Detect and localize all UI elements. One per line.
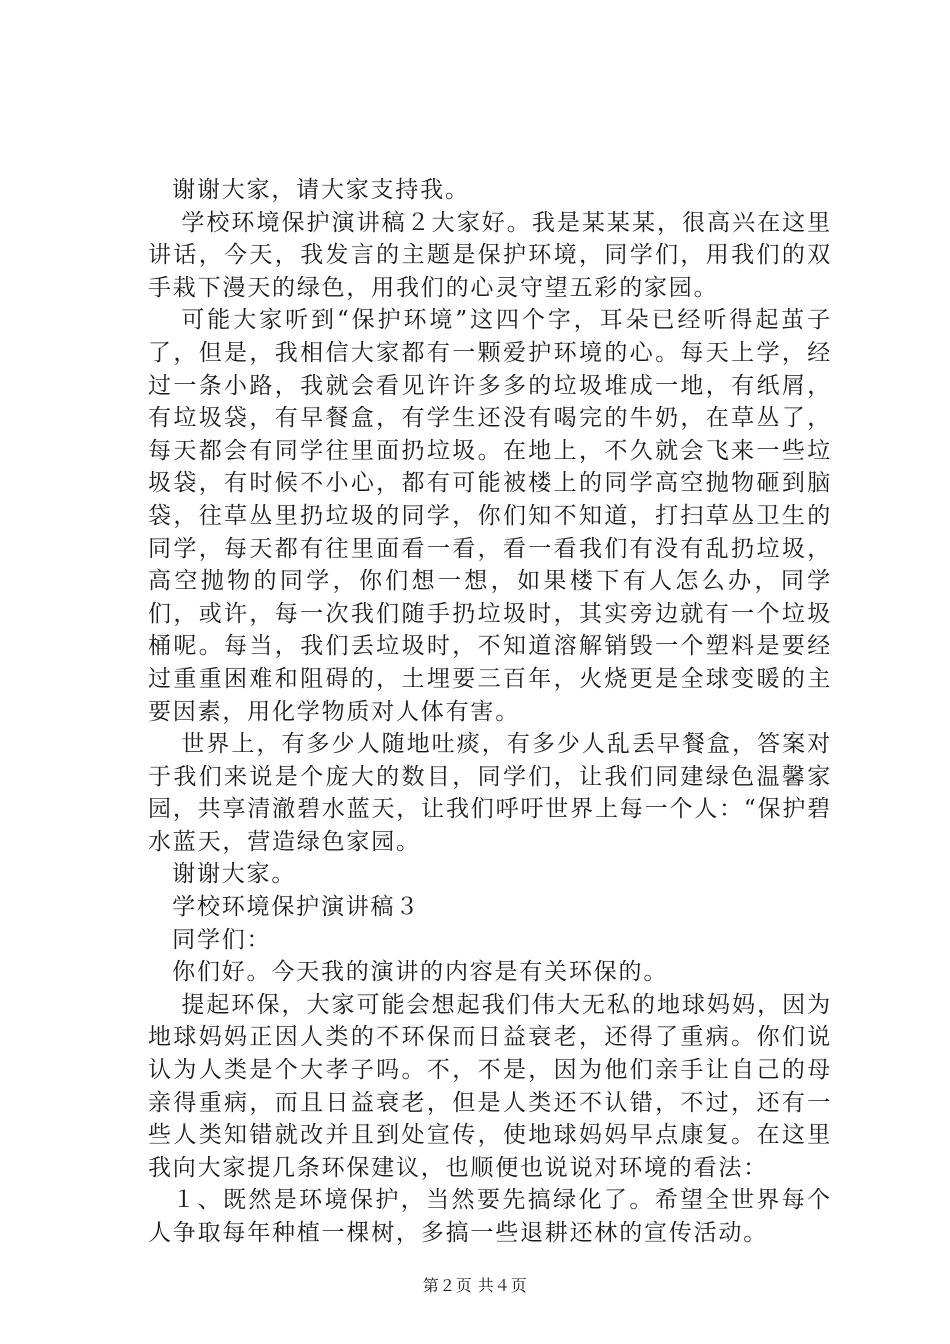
paragraph-earth-mother: 提起环保，大家可能会想起我们伟大无私的地球妈妈，因为地球妈妈正因人类的不环保而日益衰老，还得了重病。你们说认为人类是个大孝子吗。不，不是，因为他们亲手让自己的母亲得重病，而且日益衰老，但是人类还不认错，不过，还有一些人类知错就改并且到处宣传，使地球妈妈早点康复。在这里我向大家提几条环保建议，也顺便也说说对环境的看法： — [148, 991, 832, 1181]
document-body — [148, 174, 832, 1250]
paragraph-thanks: 谢谢大家。 — [172, 861, 297, 888]
paragraph-thanks-support: 谢谢大家，请大家支持我。 — [172, 177, 470, 203]
paragraph-greeting: 你们好。今天我的演讲的内容是有关环保的。 — [172, 959, 669, 986]
paragraph-environment-story: 可能大家听到“保护环境”这四个字，耳朵已经听得起茧子了，但是，我相信大家都有一颗爱护环境的心。每天上学，经过一条小路，我就会看见许许多多的垃圾堆成一地，有纸屑，有垃圾袋，有早餐盒，有学生还没有喝完的牛奶，在草丛了，每天都会有同学往里面扔垃圾。在地上，不久就会飞来一些垃圾袋，有时候不小心，都有可能被楼上的同学高空抛物砸到脑袋，往草丛里扔垃圾的同学，你们知不知道，打扫草丛卫生的同学，每天都有往里面看一看，看一看我们有没有乱扔垃圾，高空抛物的同学，你们想一想，如果楼下有人怎么办，同学们，或许，每一次我们随手扔垃圾时，其实旁边就有一个垃圾桶呢。每当，我们丢垃圾时，不知道溶解销毁一个塑料是要经过重重困难和阻碍的，土埋要三百年，火烧更是全球变暖的主要因素，用化学物质对人体有害。 — [148, 307, 832, 725]
paragraph-call-to-action: 世界上，有多少人随地吐痰，有多少人乱丢早餐盒，答案对于我们来说是个庞大的数目，同学们，让我们同建绿色温馨家园，共享清澈碧水蓝天，让我们呼吁世界上每一个人：“保护碧水蓝天，营造绿色家园。 — [148, 731, 832, 855]
paragraph-speech-2-intro: 学校环境保护演讲稿２大家好。我是某某某，很高兴在这里讲话，今天，我发言的主题是保护环境，同学们，用我们的双手栽下漫天的绿色，用我们的心灵守望五彩的家园。 — [148, 209, 832, 301]
paragraph-salutation: 同学们： — [172, 926, 272, 953]
speech-3-heading: 学校环境保护演讲稿３ — [172, 894, 421, 921]
paragraph-suggestion-1: １、既然是环境保护，当然要先搞绿化了。希望全世界每个人争取每年种植一棵树，多搞一些退耕还林的宣传活动。 — [148, 1187, 832, 1246]
page-number-footer: 第２页 共４页 — [422, 1276, 528, 1295]
